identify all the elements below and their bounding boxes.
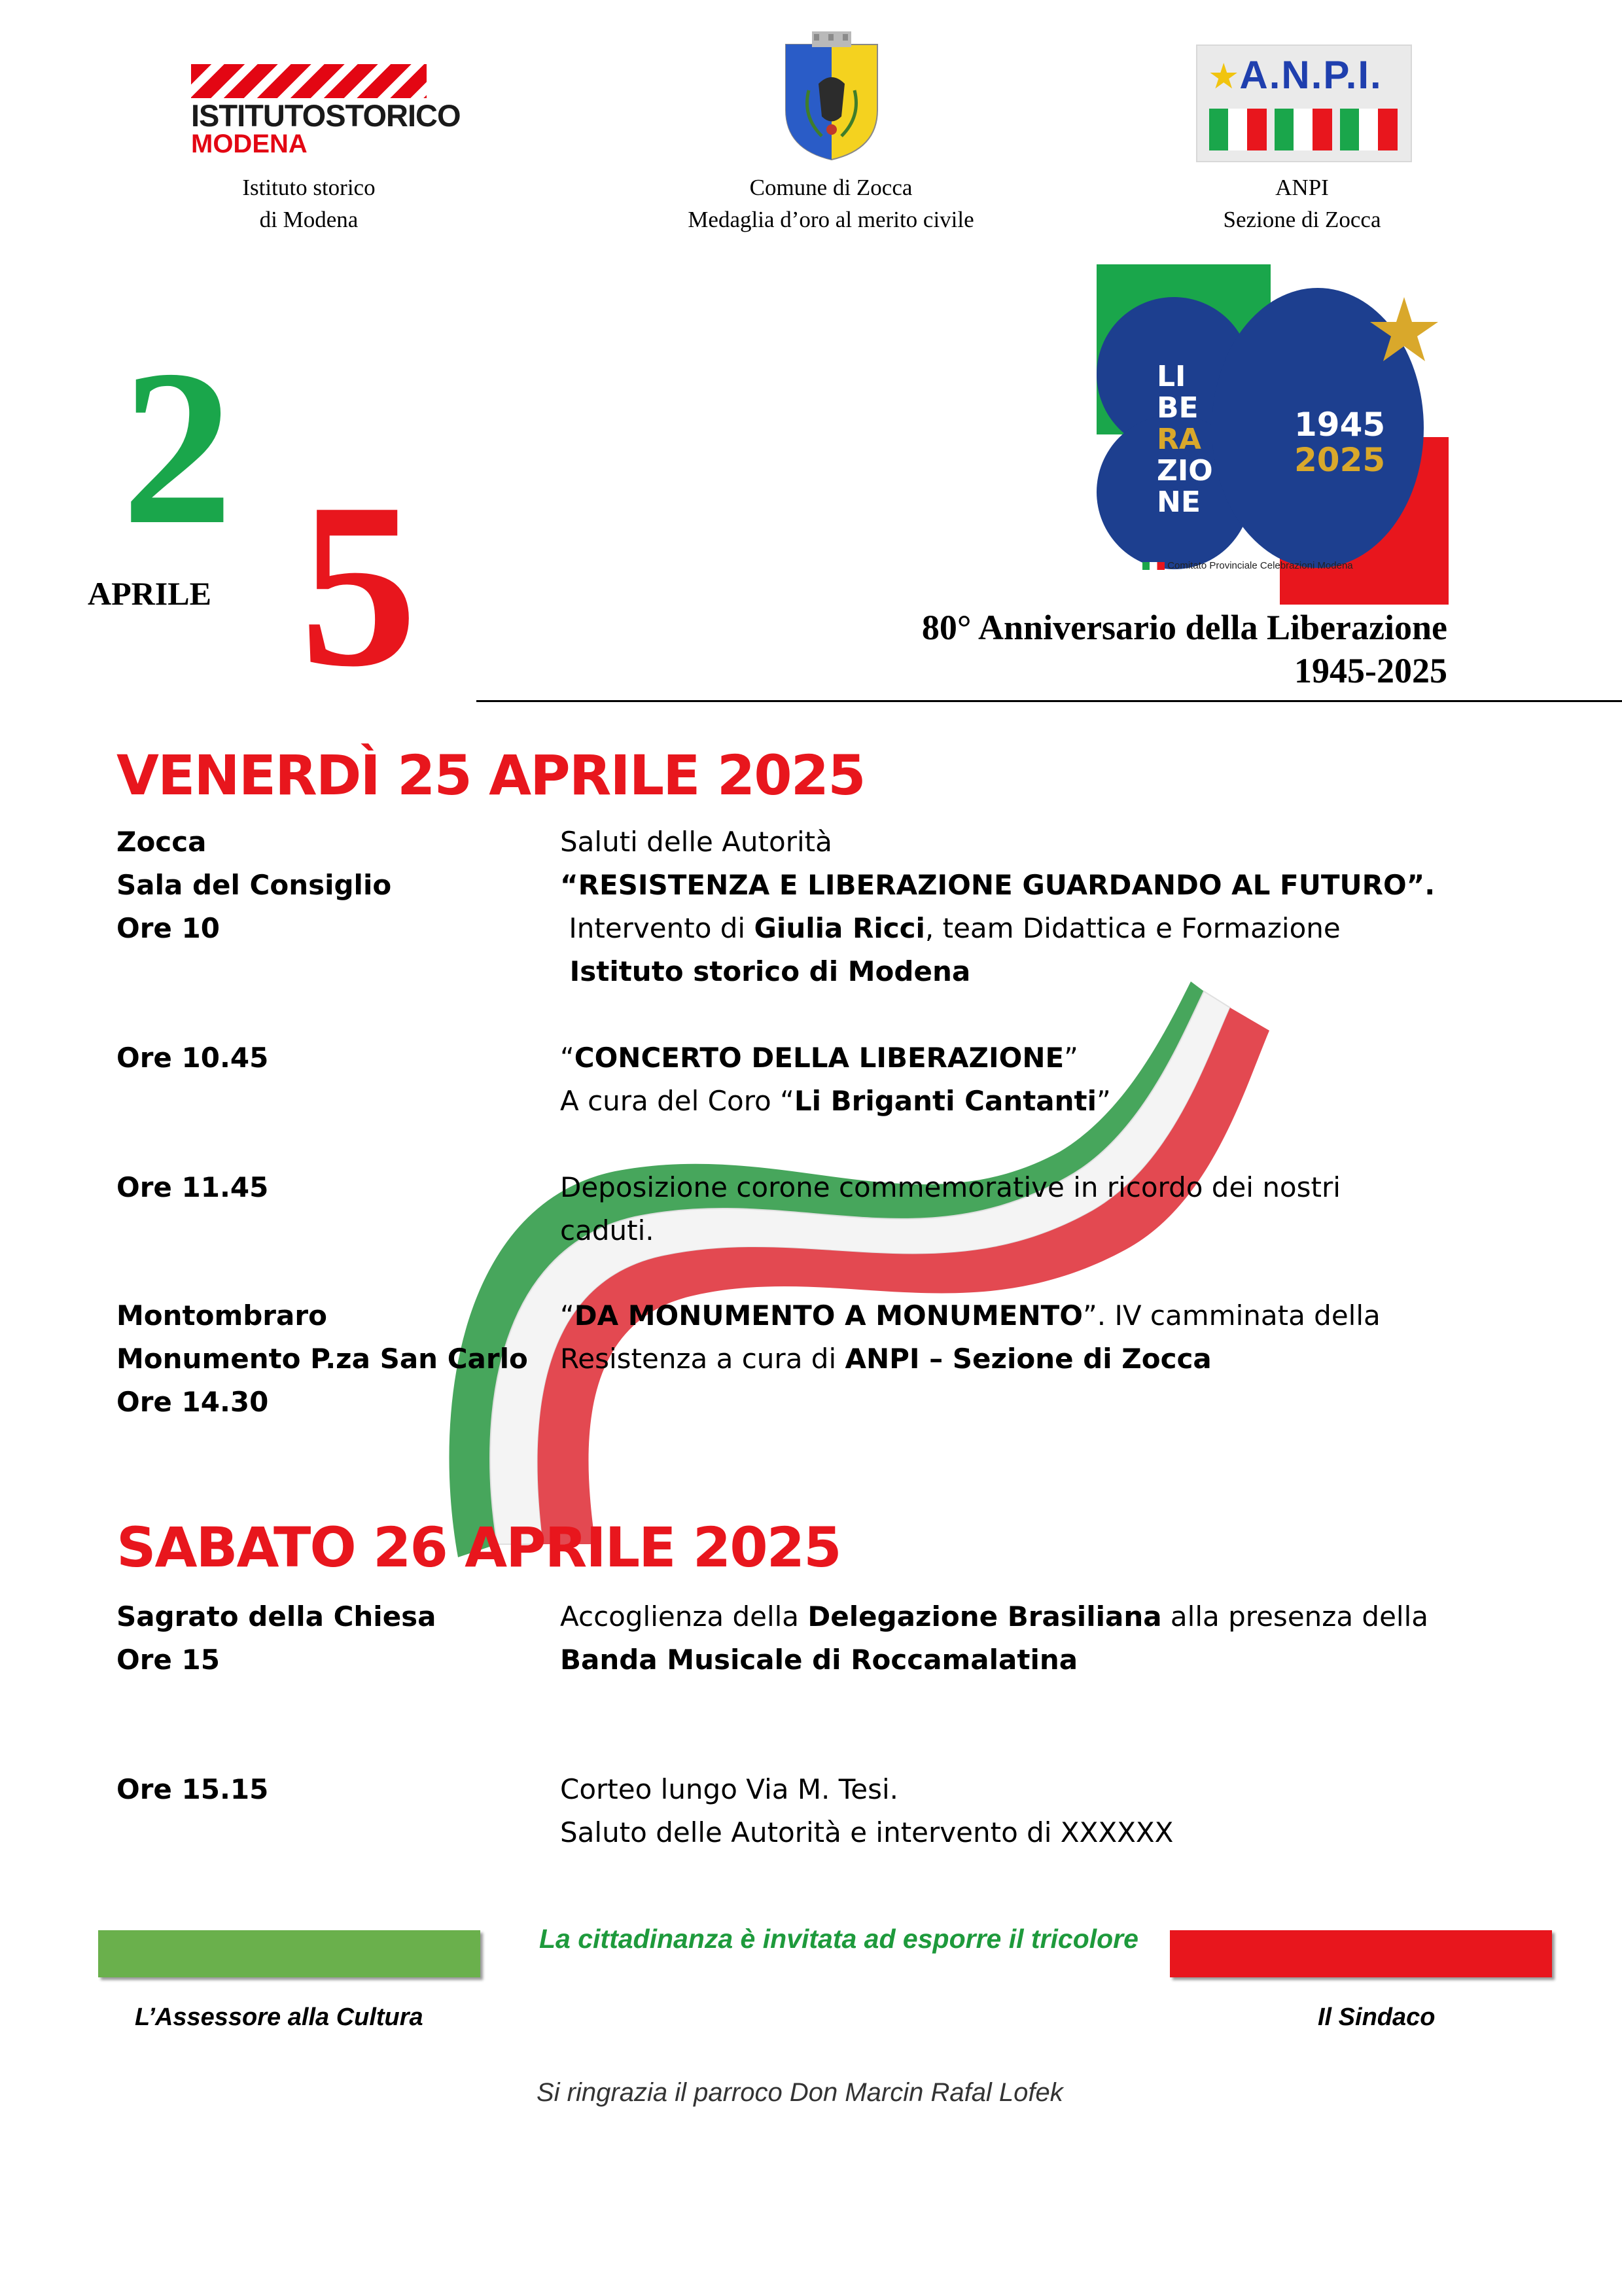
star-icon: ★ [1208,56,1240,97]
liberazione-year-start: 1945 [1294,406,1386,444]
istituto-caption [165,171,453,236]
event-right-line: Resistenza a cura di ANPI – Sezione di Zocca [560,1343,1212,1375]
event-right-line: Saluto delle Autorità e intervento di XXXXXX [560,1816,1174,1848]
event-left-line: Sala del Consiglio [116,869,392,901]
event-left-line: Sagrato della Chiesa [116,1600,436,1633]
big-date-digit-2: 5 [300,454,417,715]
footer-left-signature: L’Assessore alla Cultura [135,2004,423,2031]
event-left-line: Montombraro [116,1299,327,1332]
event-right-line: Deposizione corone commemorative in ricordo dei nostri [560,1171,1341,1203]
event-left-line: Zocca [116,826,207,858]
event-description [560,1768,1173,1854]
event-right-line: “RESISTENZA E LIBERAZIONE GUARDANDO AL FUTURO”. [560,869,1436,901]
liberazione-emblem [1097,264,1450,605]
istituto-brand-line1: ISTITUTOSTORICO [191,98,461,133]
event-description [560,1294,1381,1381]
day-heading-saturday: SABATO 26 APRILE 2025 [116,1515,841,1580]
flag-icon [1275,109,1332,150]
anniversary-title [720,606,1447,692]
event-place-time [116,1036,268,1080]
liberazione-word-line: ZIO [1157,454,1213,487]
event-place-time [116,1595,436,1682]
event-right-line: “CONCERTO DELLA LIBERAZIONE” [560,1042,1078,1074]
event-right-line: A cura del Coro “Li Briganti Cantanti” [560,1085,1111,1117]
istituto-stripes [191,64,427,98]
liberazione-80-logo [1097,264,1450,605]
event-left-line: Ore 10.45 [116,1042,269,1074]
flag-icon [1209,109,1267,150]
event-left-line: Ore 10 [116,912,220,944]
liberazione-word-line: LI [1157,360,1186,393]
anpi-caption-line1: ANPI [1275,175,1329,200]
event-right-line: Intervento di Giulia Ricci, team Didattica e Formazione [560,912,1341,944]
event-right-line: “DA MONUMENTO A MONUMENTO”. IV camminata della [560,1299,1381,1332]
header-divider [476,700,1622,702]
event-left-line: Ore 15 [116,1644,220,1676]
flag-icon [1340,109,1398,150]
big-date-month: APRILE [88,575,211,612]
liberazione-word [1157,361,1213,518]
footer-right-signature: Il Sindaco [1318,2004,1436,2031]
anniversary-line2: 1945-2025 [1294,651,1447,690]
istituto-logo [191,64,461,158]
comune-caption-line1: Comune di Zocca [749,175,913,200]
anpi-logo [1196,44,1412,162]
event-right-line: Saluti delle Autorità [560,826,832,858]
big-date-digit-1: 2 [122,324,233,571]
liberazione-word-line: NE [1157,486,1201,519]
event-right-line: Corteo lungo Via M. Tesi. [560,1773,899,1805]
anpi-brand: ★A.N.P.I. [1208,53,1383,97]
crest-icon [783,31,881,162]
event-left-line: Ore 15.15 [116,1773,269,1805]
istituto-caption-line1: Istituto storico [242,175,376,200]
liberazione-word-line: RA [1157,423,1201,456]
event-place-time [116,1166,268,1209]
comune-crest [783,31,881,162]
event-description [560,821,1435,993]
istituto-caption-line2: di Modena [259,207,359,232]
footer-green-bar [98,1930,480,1977]
flag-icon [1142,562,1165,570]
anpi-caption-line2: Sezione di Zocca [1223,207,1381,232]
event-left-line: Ore 14.30 [116,1386,269,1418]
event-right-line: caduti. [560,1214,654,1246]
footer-thanks: Si ringrazia il parroco Don Marcin Rafal Lofek [537,2078,1063,2107]
event-description [560,1166,1341,1252]
event-left-line: Monumento P.za San Carlo [116,1343,528,1375]
liberazione-year-end: 2025 [1294,441,1386,479]
event-description [560,1036,1111,1123]
footer-invite: La cittadinanza è invitata ad esporre il tricolore [539,1924,1138,1954]
day-heading-friday: VENERDÌ 25 APRILE 2025 [116,743,865,807]
footer-red-bar [1170,1930,1552,1977]
event-right-line: Istituto storico di Modena [560,955,971,987]
anniversary-line1: 80° Anniversario della Liberazione [921,608,1447,647]
event-left-line: Ore 11.45 [116,1171,269,1203]
anpi-caption [1152,171,1453,236]
event-right-line: Banda Musicale di Roccamalatina [560,1644,1078,1676]
istituto-brand-line2: MODENA [191,130,308,158]
comune-caption-line2: Medaglia d’oro al merito civile [688,207,974,232]
liberazione-word-line: BE [1157,391,1199,425]
event-description [560,1595,1428,1682]
event-place-time [116,821,391,950]
event-place-time [116,1294,528,1424]
liberazione-committee: Comitato Provinciale Celebrazioni Modena [1142,560,1417,574]
comune-caption [608,171,1053,236]
event-place-time [116,1768,268,1811]
event-right-line: Accoglienza della Delegazione Brasiliana alla presenza della [560,1600,1428,1633]
